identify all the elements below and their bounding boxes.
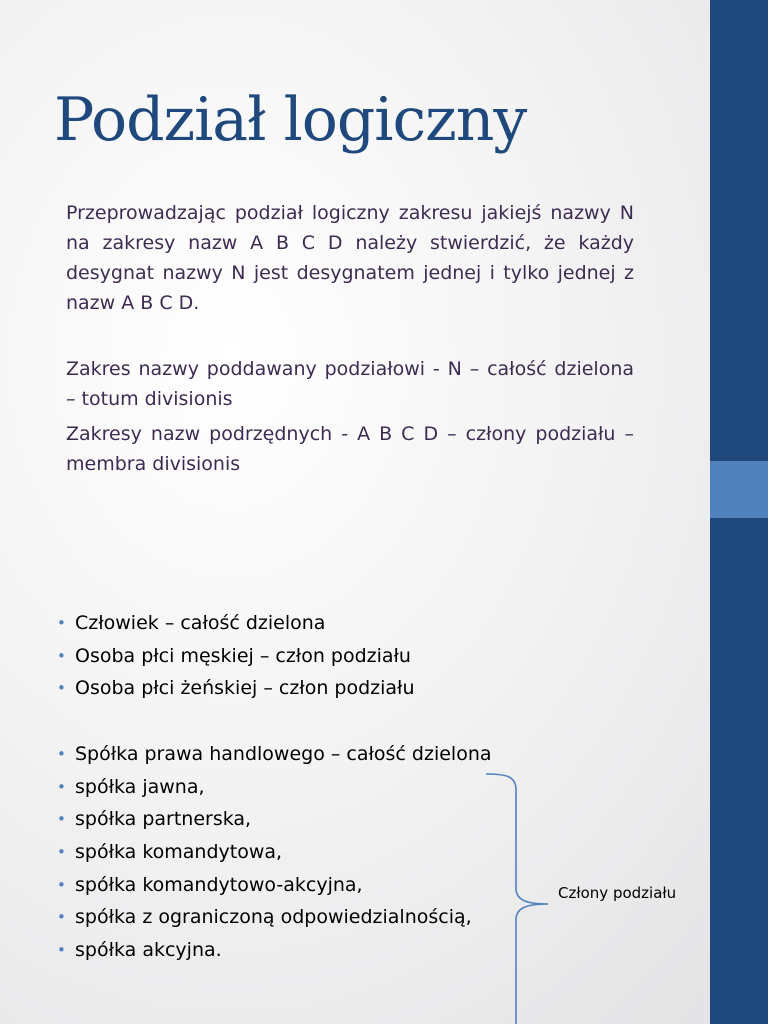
list-item <box>57 934 492 967</box>
bullet-icon: • <box>57 679 66 698</box>
bullet-icon: • <box>57 646 66 665</box>
sidebar-accent-block <box>710 461 768 518</box>
bullet-icon: • <box>57 941 66 960</box>
list-item-text: Człowiek – całość dzielona <box>75 612 326 634</box>
bullet-icon: • <box>57 745 66 763</box>
list-item <box>57 869 492 902</box>
bullet-icon: • <box>57 843 66 862</box>
list-item <box>57 672 415 705</box>
brace-path <box>486 774 548 1024</box>
totum-paragraph: Zakres nazwy poddawany podziałowi - N – całość dzielona – totum divisionis <box>66 358 634 410</box>
list-item <box>57 836 492 869</box>
curly-brace-icon <box>486 772 552 1024</box>
list-item <box>57 738 492 771</box>
brace-label: Człony podziału <box>558 884 677 902</box>
list-item-text: Osoba płci żeńskiej – człon podziału <box>75 677 415 700</box>
list-item-text: spółka komandytowa, <box>75 841 283 864</box>
slide-title: Podział logiczny <box>54 85 527 155</box>
example-list-company <box>57 738 492 967</box>
list-item-text: Spółka prawa handlowego – całość dzielona <box>75 743 492 765</box>
list-item-text: spółka z ograniczoną odpowiedzialnością, <box>75 906 472 929</box>
list-item-text: Osoba płci męskiej – człon podziału <box>75 644 411 667</box>
list-item-text: spółka komandytowo-akcyjna, <box>75 873 363 896</box>
list-item-text: spółka partnerska, <box>75 808 252 831</box>
list-item <box>57 640 415 673</box>
bullet-icon: • <box>57 908 66 927</box>
definition-paragraph: Przeprowadzając podział logiczny zakresu jakiejś nazwy N na zakresy nazw A B C D należy stwierdzić, że każdy desygnat nazwy N jest desygnatem jednej i tylko jednej z nazw A B C D. <box>66 202 634 314</box>
bullet-icon: • <box>57 810 66 829</box>
list-item <box>57 771 492 804</box>
list-item-text: spółka akcyjna. <box>75 939 222 962</box>
list-item <box>57 901 492 934</box>
list-item <box>57 803 492 836</box>
bullet-icon: • <box>57 875 66 894</box>
bullet-icon: • <box>57 614 66 632</box>
list-item-text: spółka jawna, <box>75 775 205 798</box>
membra-paragraph: Zakresy nazw podrzędnych - A B C D – człony podziału – membra divisionis <box>66 423 634 475</box>
example-list-person <box>57 607 415 705</box>
bullet-icon: • <box>57 777 66 796</box>
list-item <box>57 607 415 640</box>
